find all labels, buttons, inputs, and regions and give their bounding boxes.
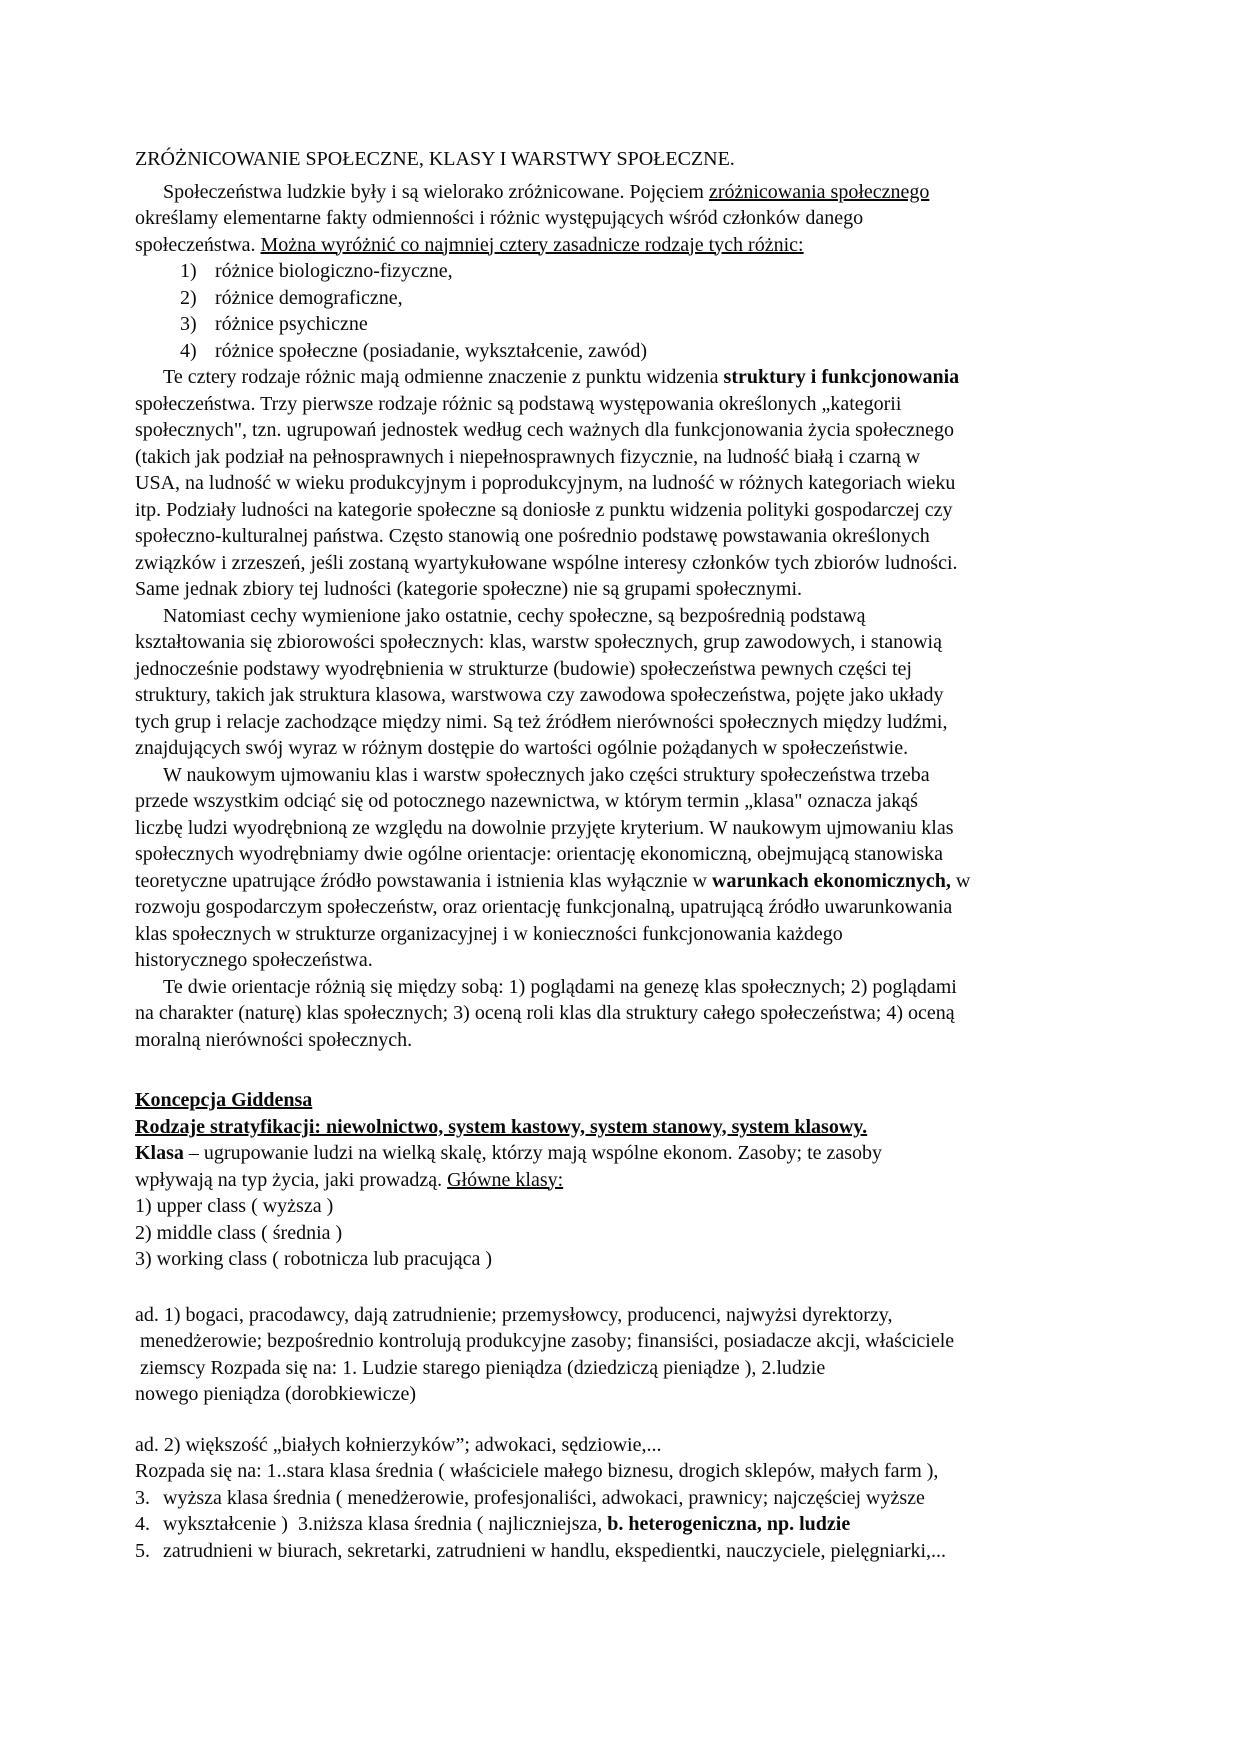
paragraph-klasa-definition: [135, 1140, 1125, 1193]
text-line: [135, 735, 1125, 762]
text-segment: w: [950, 869, 971, 892]
text-line: [135, 523, 1125, 550]
text-segment: Społeczeństwa ludzkie były i są wielorako zróżnicowane. Pojęciem: [163, 180, 709, 203]
list-item-number: 3.: [135, 1486, 150, 1509]
text-segment: na charakter (naturę) klas społecznych; 3) oceną roli klas dla struktury całego społeczeństwa; 4) oceną: [135, 1002, 955, 1024]
text-line: [135, 1458, 1125, 1485]
text-line: [135, 232, 1125, 259]
text-line: [135, 497, 1125, 524]
text-segment: wyższa klasa średnia ( menedżerowie, profesjonaliści, adwokaci, prawnicy; najczęściej wyższe: [163, 1486, 925, 1509]
text-line: [135, 894, 1125, 921]
text-segment: Rozpada się na: 1..stara klasa średnia ( właściciele małego biznesu, drogich sklepów, małych farm ),: [135, 1460, 939, 1482]
text-line: [135, 1381, 1125, 1408]
heading-koncepcja-giddensa: [135, 1087, 1125, 1114]
text-line: [135, 1140, 1125, 1167]
text-segment: ad. 1) bogaci, pracodawcy, dają zatrudnienie; przemysłowcy, producenci, najwyżsi dyrektorzy,: [135, 1303, 893, 1326]
paragraph-scientific-view: [135, 762, 1125, 974]
paragraph-ad1-upper-class: [135, 1302, 1125, 1408]
text-segment: związków i zrzeszeń, jeśli zostaną wyartykułowane wspólne interesy członków tych zbiorów ludności.: [135, 551, 958, 574]
list-item: [180, 338, 1125, 365]
text-segment: warunkach ekonomicznych,: [712, 869, 951, 892]
text-segment: klas społecznych w strukturze organizacyjnej i w konieczności funkcjonowania każdego: [135, 922, 843, 945]
list-item-number: 5.: [135, 1539, 150, 1562]
text-segment: Te dwie orientacje różnią się między sobą: 1) poglądami na genezę klas społecznych; 2) poglądami: [163, 975, 957, 998]
text-line: [135, 1432, 1125, 1459]
text-segment: zróżnicowania społecznego: [708, 180, 930, 203]
text-segment: liczbę ludzi wyodrębnioną ze względu na dowolnie przyjęte kryterium. W naukowym ujmowaniu klas: [135, 816, 954, 839]
text-segment: Natomiast cechy wymienione jako ostatnie, cechy społeczne, są bezpośrednią podstawą: [163, 604, 866, 627]
text-line: [135, 682, 1125, 709]
text-line: [135, 841, 1125, 868]
text-line: [135, 788, 1125, 815]
text-line: [135, 1087, 1125, 1114]
text-segment: (takich jak podział na pełnosprawnych i niepełnosprawnych fizycznie, na ludność białą i czarną w: [135, 445, 921, 468]
text-segment: różnice psychiczne: [215, 313, 368, 335]
heading-rodzaje-stratyfikacji: [135, 1114, 1125, 1141]
text-segment: społecznych wyodrębniamy dwie ogólne orientacje: orientację ekonomiczną, obejmującą stanowiska: [135, 843, 944, 865]
text-line: [135, 391, 1125, 418]
text-line: [135, 470, 1125, 497]
text-segment: historycznego społeczeństwa.: [135, 949, 373, 971]
text-segment: Koncepcja Giddensa: [135, 1089, 313, 1111]
text-segment: 1) upper class ( wyższa ): [135, 1195, 334, 1217]
text-segment: jednocześnie podstawy wyodrębnienia w strukturze (budowie) społeczeństwa pewnych części tej: [135, 657, 912, 680]
paragraph-two-orientations: [135, 974, 1125, 1054]
text-segment: Główne klasy:: [447, 1168, 564, 1191]
list-item: [180, 258, 1125, 285]
list-item-number: 4.: [135, 1513, 150, 1535]
text-segment: różnice biologiczno-fizyczne,: [215, 260, 453, 282]
text-segment: 2) middle class ( średnia ): [135, 1221, 343, 1244]
text-line: [135, 576, 1125, 603]
list-item-number: 3): [180, 313, 197, 335]
text-segment: struktury i funkcjonowania: [723, 366, 960, 388]
text-segment: znajdujących swój wyraz w różnym dostępie do wartości ogólnie pożądanych w społeczeństwie.: [135, 737, 909, 759]
document-body: [135, 146, 1125, 1564]
text-line: [135, 1167, 1125, 1194]
text-segment: teoretyczne upatrujące źródło powstawania i istnienia klas wyłącznie w: [135, 869, 712, 892]
text-line: [135, 1220, 1125, 1247]
text-segment: wykształcenie ) 3.niższa klasa średnia ( najliczniejsza,: [163, 1513, 608, 1535]
text-segment: moralną nierówności społecznych.: [135, 1028, 413, 1051]
list-item: [180, 311, 1125, 338]
text-line: [135, 656, 1125, 683]
document-title: [135, 146, 1125, 173]
text-segment: tych grup i relacje zachodzące między nimi. Są też źródłem nierówności społecznych między ludźmi,: [135, 710, 948, 733]
text-segment: struktury, takich jak struktura klasowa, warstwowa czy zawodowa społeczeństwa, pojęte jako układy: [135, 684, 944, 706]
text-segment: USA, na ludność w wieku produkcyjnym i poprodukcyjnym, na ludność w różnych kategoriach wieku: [135, 472, 956, 494]
text-segment: Klasa: [135, 1142, 184, 1164]
text-line: [135, 1328, 1125, 1355]
list-item-number: 1): [180, 260, 197, 282]
text-segment: społeczeństwa.: [135, 233, 261, 256]
list-differences: [135, 258, 1125, 364]
text-segment: b. heterogeniczna, np. ludzie: [607, 1513, 851, 1535]
text-segment: nowego pieniądza (dorobkiewicze): [135, 1383, 416, 1405]
text-line: [135, 1114, 1125, 1141]
text-segment: itp. Podziały ludności na kategorie społeczne są doniosłe z punktu widzenia polityki gospodarczej czy: [135, 498, 953, 521]
text-line: [135, 974, 1125, 1001]
text-line: [135, 417, 1125, 444]
text-segment: rozwoju gospodarczym społeczeństw, oraz orientację funkcjonalną, upatrującą źródło uwarunkowania: [135, 896, 953, 918]
text-line: [135, 603, 1125, 630]
text-line: [135, 205, 1125, 232]
text-segment: różnice demograficzne,: [215, 286, 403, 309]
list-item-number: 4): [180, 339, 197, 362]
text-line: [135, 550, 1125, 577]
text-line: [135, 1000, 1125, 1027]
text-line: [135, 947, 1125, 974]
text-line: [135, 815, 1125, 842]
list-main-classes: [135, 1193, 1125, 1273]
text-segment: W naukowym ujmowaniu klas i warstw społecznych jako części struktury społeczeństwa trzeba: [163, 763, 930, 786]
text-segment: ZRÓŻNICOWANIE SPOŁECZNE, KLASY I WARSTWY SPOŁECZNE.: [135, 148, 735, 170]
text-line: [135, 1193, 1125, 1220]
text-segment: menedżerowie; bezpośrednio kontrolują produkcyjne zasoby; finansiści, posiadacze akcji, właściciele: [135, 1330, 955, 1352]
paragraph-social-traits: [135, 603, 1125, 762]
text-segment: zatrudnieni w biurach, sekretarki, zatrudnieni w handlu, ekspedientki, nauczyciele, pielęgniarki,...: [163, 1539, 947, 1562]
text-segment: – ugrupowanie ludzi na wielką skalę, którzy mają wspólne ekonom. Zasoby; te zasoby: [183, 1142, 883, 1164]
list-item-number: 2): [180, 286, 197, 309]
text-line: [135, 1302, 1125, 1329]
list-item: [135, 1511, 1125, 1538]
list-item: [135, 1538, 1125, 1565]
text-segment: kształtowania się zbiorowości społecznych: klas, warstw społecznych, grup zawodowych, i stanowią: [135, 631, 942, 653]
text-line: [135, 762, 1125, 789]
paragraph-four-types: [135, 364, 1125, 603]
text-segment: 3) working class ( robotnicza lub pracująca ): [135, 1248, 493, 1270]
text-line: [135, 444, 1125, 471]
text-segment: przede wszystkim odciąć się od potocznego nazewnictwa, w którym termin „klasa" oznacza jakąś: [135, 790, 918, 812]
text-segment: określamy elementarne fakty odmienności i różnic występujących wśród członków danego: [135, 207, 864, 229]
text-segment: różnice społeczne (posiadanie, wykształcenie, zawód): [215, 339, 648, 362]
text-segment: Rodzaje stratyfikacji: niewolnictwo, system kastowy, system stanowy, system klasowy.: [135, 1115, 868, 1138]
text-segment: społeczno-kulturalnej państwa. Często stanowią one pośrednio podstawę powstawania określonych: [135, 525, 930, 547]
text-segment: społecznych", tzn. ugrupowań jednostek według cech ważnych dla funkcjonowania życia społecznego: [135, 419, 954, 441]
text-line: [135, 629, 1125, 656]
list-item: [180, 285, 1125, 312]
text-line: [135, 868, 1125, 895]
text-segment: Te cztery rodzaje różnic mają odmienne znaczenie z punktu widzenia: [163, 366, 724, 388]
text-segment: ad. 2) większość „białych kołnierzyków”; adwokaci, sędziowie,...: [135, 1433, 662, 1456]
text-segment: wpływają na typ życia, jaki prowadzą.: [135, 1168, 448, 1191]
list-item: [135, 1485, 1125, 1512]
list-middle-class-breakdown: [135, 1485, 1125, 1565]
text-line: [135, 146, 1125, 173]
text-segment: Można wyróżnić co najmniej cztery zasadnicze rodzaje tych różnic:: [260, 233, 804, 256]
text-segment: ziemscy Rozpada się na: 1. Ludzie starego pieniądza (dziedziczą pieniądze ), 2.ludzie: [135, 1356, 826, 1379]
paragraph-intro: [135, 179, 1125, 259]
text-segment: społeczeństwa. Trzy pierwsze rodzaje różnic są podstawą występowania określonych „kategorii: [135, 392, 902, 415]
text-line: [135, 364, 1125, 391]
paragraph-ad2-middle-class: [135, 1432, 1125, 1485]
text-line: [135, 709, 1125, 736]
text-line: [135, 1355, 1125, 1382]
text-line: [135, 179, 1125, 206]
text-line: [135, 1027, 1125, 1054]
text-line: [135, 1246, 1125, 1273]
text-segment: Same jednak zbiory tej ludności (kategorie społeczne) nie są grupami społecznymi.: [135, 578, 803, 600]
text-line: [135, 921, 1125, 948]
